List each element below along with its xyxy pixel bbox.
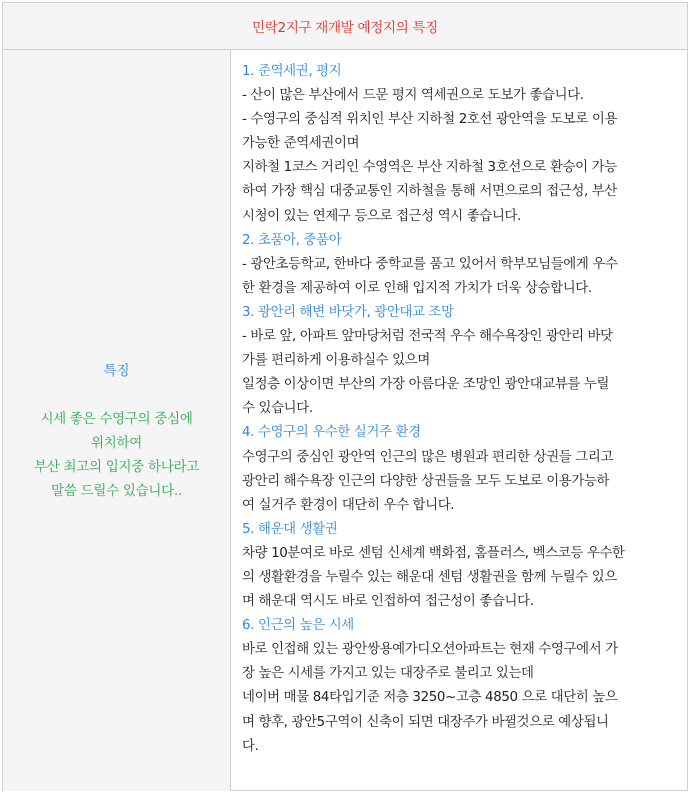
- content-line: 다.: [242, 738, 259, 754]
- content-line: 며 해운대 역시도 바로 인접하여 접근성이 좋습니다.: [242, 594, 534, 610]
- content-line: 바로 인접해 있는 광안쌍용예가디오션아파트는 현재 수영구에서 가: [242, 642, 618, 658]
- row-content-cell: [231, 50, 687, 791]
- content-line: 가능한 준역세권이며: [242, 136, 360, 152]
- feature-table: [2, 2, 688, 791]
- section-heading: 6. 인근의 높은 시세: [242, 618, 354, 634]
- content-line: 장 높은 시세를 가지고 있는 대장주로 불리고 있는데: [242, 666, 534, 682]
- content-line: 광안리 해수욕장 인근의 다양한 상권들을 모두 도보로 이용가능하: [242, 473, 610, 489]
- content-line: - 수영구의 중심적 위치인 부산 지하철 2호선 광안역을 도보로 이용: [242, 112, 618, 128]
- content-line: - 산이 많은 부산에서 드문 평지 역세권으로 도보가 좋습니다.: [242, 88, 584, 104]
- content-line: 여 실거주 환경이 대단히 우수 합니다.: [242, 497, 455, 513]
- content-line: 가를 편리하게 이용하실수 있으며: [242, 353, 430, 369]
- table-title: 민락2지구 재개발 예정지의 특징: [252, 20, 438, 36]
- content-line: - 광안초등학교, 한바다 중학교를 품고 있어서 학부모님들에게 우수: [242, 256, 618, 272]
- content-line: 수 있습니다.: [242, 401, 313, 417]
- table-row: [3, 50, 687, 791]
- row-label: 특징: [103, 362, 130, 379]
- section-heading: 1. 준역세권, 평지: [242, 64, 342, 79]
- section-heading: 5. 해운대 생활권: [242, 521, 338, 537]
- section-heading: 4. 수영구의 우수한 실거주 환경: [242, 425, 421, 441]
- content-line: 며 향후, 광안5구역이 신축이 되면 대장주가 바뀔것으로 예상됩니: [242, 714, 609, 730]
- content-line: 한 환경을 제공하여 이로 인해 입지적 가치가 더욱 상승합니다.: [242, 280, 592, 296]
- content-line: 일정층 이상이면 부산의 가장 아름다운 조망인 광안대교뷰를 누릴: [242, 377, 610, 393]
- section-heading: 2. 초품아, 중품아: [242, 232, 342, 248]
- row-label-description: 시세 좋은 수영구의 중심에 위치하여 부산 최고의 입지중 하나라고 말씀 드릴수 있습니다..: [34, 410, 199, 499]
- content-line: 의 생활환경을 누릴수 있는 해운대 센텀 생활권을 함께 누릴수 있으: [242, 569, 617, 585]
- section-heading: 3. 광안리 해변 바닷가, 광안대교 조망: [242, 304, 454, 320]
- content-line: - 바로 앞, 아파트 앞마당처럼 전국적 우수 해수욕장인 광안리 바닷: [242, 329, 613, 345]
- content-line: 하여 가장 핵심 대중교통인 지하철을 통해 서면으로의 접근성, 부산: [242, 184, 617, 200]
- content-line: 수영구의 중심인 광안역 인근의 많은 병원과 편리한 상권들 그리고: [242, 449, 614, 465]
- content-line: 차량 10분여로 바로 센텀 신세계 백화점, 홈플러스, 벡스코등 우수한: [242, 545, 625, 561]
- content-line: 지하철 1코스 거리인 수영역은 부산 지하철 3호선으로 환승이 가능: [242, 160, 617, 176]
- content-line: 네이버 매물 84타입기준 저층 3250~고층 4850 으로 대단히 높으: [242, 690, 618, 706]
- content-line: 시청이 있는 연제구 등으로 접근성 역시 좋습니다.: [242, 208, 522, 224]
- row-label-cell: [3, 50, 231, 791]
- table-header: [3, 3, 687, 50]
